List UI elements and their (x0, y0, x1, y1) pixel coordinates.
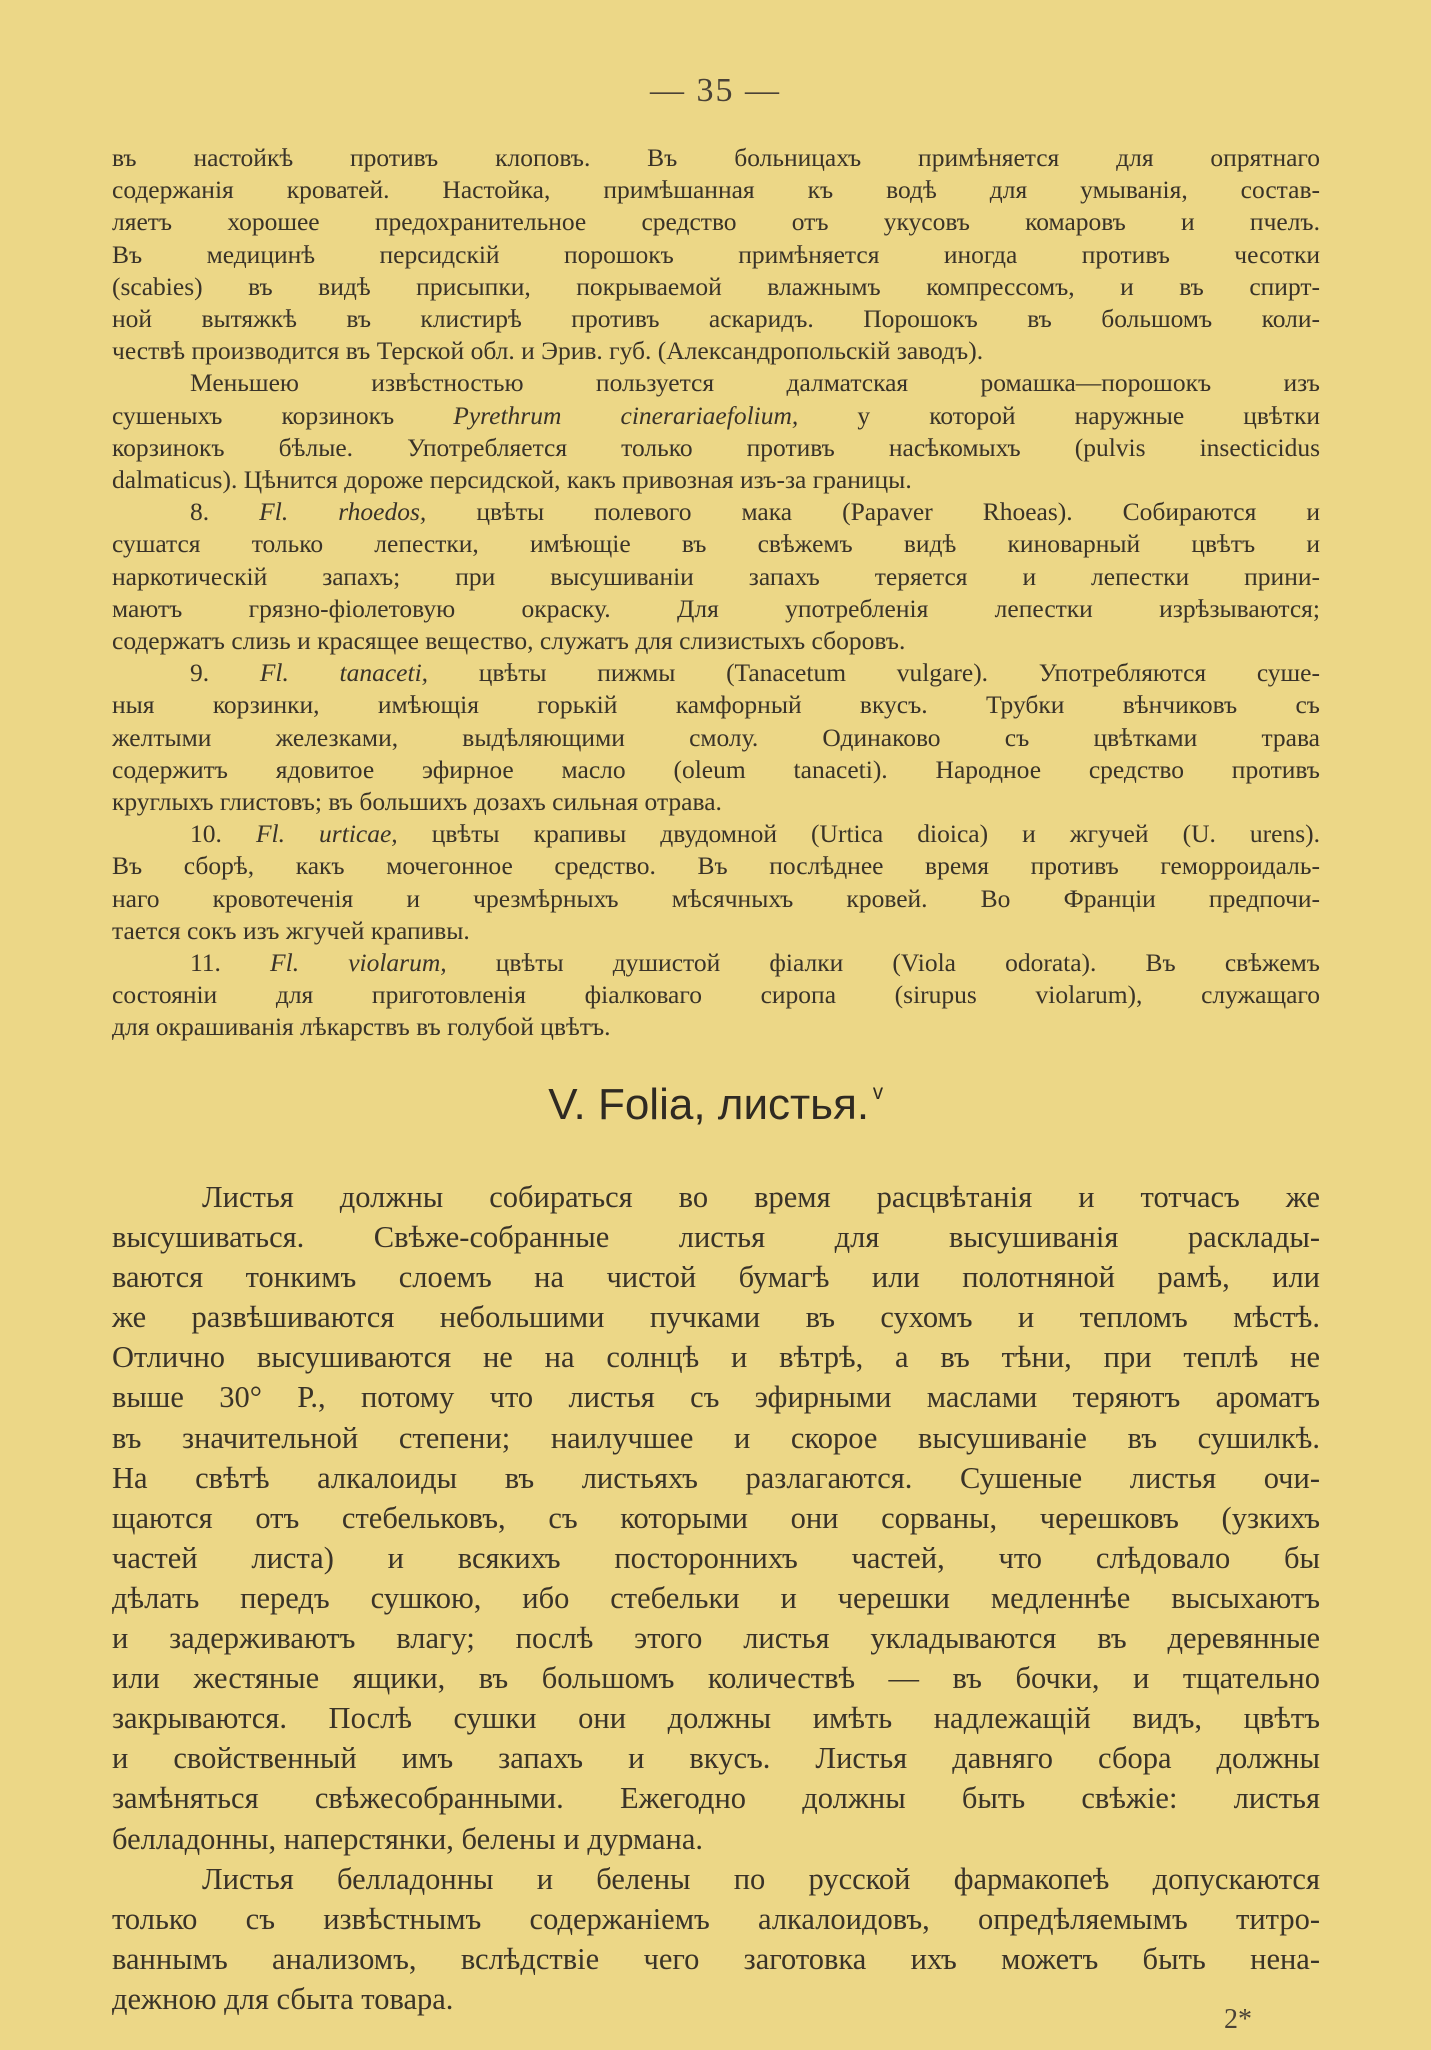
text-line: дежною для сбыта товара. (112, 1981, 454, 2016)
text-line: сушатся только лепестки, имѣющіе въ свѣжемъ видѣ киноварный цвѣтъ и (112, 529, 1320, 559)
text-line: закрываются. Послѣ сушки они должны имѣть надлежащій видъ, цвѣтъ (112, 1701, 1320, 1736)
latin-name: Fl. urticae, (255, 819, 398, 849)
text-run: цвѣты крапивы двудомной (Urtica dioica) и жгучей (U. urens). (397, 819, 1321, 849)
text-line: чествѣ производится въ Терской обл. и Эрив. губ. (Александропольскій заводъ). (112, 336, 984, 366)
text-line: высушиваться. Свѣже-собранные листья для высушиванія расклады- (112, 1220, 1320, 1255)
text-line: Листья должны собираться во время расцвѣтанія и тотчасъ же (202, 1180, 1320, 1214)
text-line: dalmaticus). Цѣнится дороже персидской, какъ привозная изъ-за границы. (112, 465, 912, 495)
text-line: содержанія кроватей. Настойка, примѣшанная къ водѣ для умыванія, состав- (112, 175, 1320, 205)
list-item-9 (112, 657, 1320, 689)
text-line: или жестяные ящики, въ большомъ количествѣ — въ бочки, и тщательно (112, 1661, 1320, 1696)
section-heading (0, 1080, 1431, 1130)
item-number: 11. (190, 948, 271, 978)
text-line: тается сокъ изъ жгучей крапивы. (112, 915, 470, 945)
text-line: и свойственный имъ запахъ и вкусъ. Листья давняго сбора должны (112, 1741, 1320, 1776)
text-line: наго кровотеченія и чрезмѣрныхъ мѣсячныхъ кровей. Во Франціи предпочи- (112, 883, 1320, 913)
text-line: маютъ грязно-фіолетовую окраску. Для употребленія лепестки изрѣзываются; (112, 593, 1320, 623)
list-item-10 (112, 818, 1320, 850)
signature-mark: 2* (1224, 2004, 1252, 2035)
text-line: въ значительной степени; наилучшее и скорое высушиваніе въ сушилкѣ. (112, 1420, 1320, 1455)
flowers-section (112, 142, 1320, 1044)
text-run: цвѣты полевого мака (Papaver Rhoeas). Собираются и (426, 497, 1320, 527)
latin-name: Fl. violarum, (270, 948, 447, 978)
text-line: круглыхъ глистовъ; въ большихъ дозахъ сильная отрава. (112, 787, 722, 817)
text-line: ной вытяжкѣ въ клистирѣ противъ аскаридъ. Порошокъ въ большомъ коли- (112, 304, 1320, 334)
text-line: ляетъ хорошее предохранительное средство отъ укусовъ комаровъ и пчелъ. (112, 207, 1320, 237)
text-line: белладонны, наперстянки, белены и дурмана. (112, 1821, 704, 1856)
list-item-11 (112, 947, 1320, 979)
item-number: 9. (190, 658, 260, 688)
text-line: состояніи для приготовленія фіалковаго сиропа (sirupus violarum), служащаго (112, 980, 1320, 1010)
text-line: выше 30° Р., потому что листья съ эфирными маслами теряютъ ароматъ (112, 1380, 1320, 1415)
text-line: Отлично высушиваются не на солнцѣ и вѣтрѣ, а въ тѣни, при теплѣ не (112, 1340, 1320, 1375)
latin-name: Fl. rhoedos, (259, 497, 427, 527)
text-line: ныя корзинки, имѣющія горькій камфорный вкусъ. Трубки вѣнчиковъ съ (112, 690, 1320, 720)
text-line: ваннымъ анализомъ, вслѣдствіе чего заготовка ихъ можетъ быть нена- (112, 1941, 1320, 1976)
text-run: цвѣты душистой фіалки (Viola odorata). Въ свѣжемъ (446, 948, 1320, 978)
text-line: наркотическій запахъ; при высушиваніи запахъ теряется и лепестки прини- (112, 561, 1320, 591)
leaves-section (112, 1177, 1320, 2019)
text-line: дѣлать передъ сушкою, ибо стебельки и черешки медленнѣе высыхаютъ (112, 1580, 1320, 1615)
latin-name: Fl. tanaceti, (259, 658, 429, 688)
text-line: замѣняться свѣжесобранными. Ежегодно должны быть свѣжіе: листья (112, 1781, 1320, 1816)
text-run: цвѣты пижмы (Tanacetum vulgare). Употребляются суше- (428, 658, 1320, 688)
list-item-8 (112, 496, 1320, 528)
text-line: содержатъ слизь и красящее вещество, служатъ для слизистыхъ сборовъ. (112, 626, 906, 656)
text-line: частей листа) и всякихъ постороннихъ частей, что слѣдовало бы (112, 1540, 1320, 1575)
text-line: Меньшею извѣстностью пользуется далматская ромашка—порошокъ изъ (190, 368, 1320, 398)
text-line: Листья белладонны и белены по русской фармакопеѣ допускаются (202, 1861, 1320, 1896)
text-line: и задерживаютъ влагу; послѣ этого листья укладываются въ деревянные (112, 1621, 1320, 1656)
text-line: же развѣшиваются небольшими пучками въ сухомъ и тепломъ мѣстѣ. (112, 1300, 1320, 1335)
text-line: желтыми железками, выдѣляющими смолу. Одинаково съ цвѣтками трава (112, 722, 1320, 752)
text-line: для окрашиванія лѣкарствъ въ голубой цвѣтъ. (112, 1012, 611, 1042)
text-line (112, 400, 1320, 432)
text-run: у которой наружные цвѣтки (798, 400, 1320, 430)
text-line: щаются отъ стебельковъ, съ которыми они сорваны, черешковъ (узкихъ (112, 1500, 1320, 1535)
text-line: На свѣтѣ алкалоиды въ листьяхъ разлагаются. Сушеные листья очи- (112, 1460, 1320, 1495)
text-line: Въ сборѣ, какъ мочегонное средство. Въ послѣднее время противъ геморроидаль- (112, 851, 1320, 881)
page-number: — 35 — (650, 72, 781, 109)
text-line: Въ медицинѣ персидскій порошокъ примѣняется иногда противъ чесотки (112, 239, 1320, 269)
check-mark-icon: ᵛ (873, 1080, 883, 1113)
text-line: только съ извѣстнымъ содержаніемъ алкалоидовъ, опредѣляемымъ титро- (112, 1901, 1320, 1936)
item-number: 8. (190, 497, 260, 527)
latin-name: Pyrethrum cinerariaefolium, (453, 400, 799, 430)
item-number: 10. (190, 819, 256, 849)
text-line: въ настойкѣ противъ клоповъ. Въ больницахъ примѣняется для опрятнаго (112, 143, 1320, 172)
text-line: корзинокъ бѣлые. Употребляется только противъ насѣкомыхъ (pulvis insecticidus (112, 432, 1320, 462)
text-line: содержитъ ядовитое эфирное масло (oleum tanaceti). Народное средство противъ (112, 754, 1320, 784)
section-heading-text: V. Folia, листья. (548, 1080, 870, 1129)
text-line: (scabies) въ видѣ присыпки, покрываемой влажнымъ компрессомъ, и въ спирт- (112, 271, 1320, 301)
text-line: ваются тонкимъ слоемъ на чистой бумагѣ или полотняной рамѣ, или (112, 1260, 1320, 1295)
text-run: сушеныхъ корзинокъ (112, 400, 454, 430)
